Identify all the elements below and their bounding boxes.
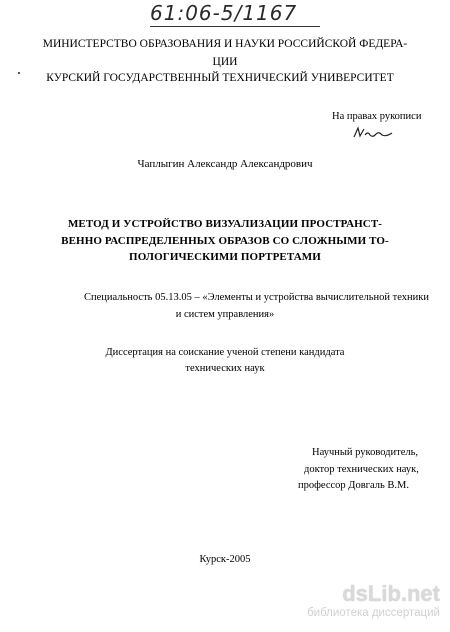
archive-number-stamp: 61:06-5/1167: [150, 1, 298, 25]
city-year: Курск-2005: [199, 554, 251, 565]
watermark-logo[interactable]: dsLib.net: [342, 581, 440, 606]
manuscript-rights: На правах рукописи: [332, 111, 422, 122]
supervisor-line1: Научный руководитель,: [312, 447, 419, 458]
stamp-underline: [150, 26, 320, 27]
author-name: Чаплыгин Александр Александрович: [137, 158, 313, 170]
thesis-title-line1: МЕТОД И УСТРОЙСТВО ВИЗУАЛИЗАЦИИ ПРОСТРАНСТ-: [67, 218, 383, 230]
watermark-subtitle: библиотека диссертаций: [307, 607, 440, 619]
watermark[interactable]: [307, 583, 440, 619]
ministry-heading: МИНИСТЕРСТВО ОБРАЗОВАНИЯ И НАУКИ РОССИЙСКОЙ ФЕДЕРА-: [42, 38, 408, 50]
thesis-title-line3: ПОЛОГИЧЕСКИМИ ПОРТРЕТАМИ: [129, 251, 321, 263]
signature-icon: [352, 126, 394, 140]
specialty-line1: Специальность 05.13.05 – «Элементы и устройства вычислительной техники: [84, 292, 429, 303]
university-heading: КУРСКИЙ ГОСУДАРСТВЕННЫЙ ТЕХНИЧЕСКИЙ УНИВЕРСИТЕТ: [46, 72, 394, 84]
supervisor-line2: доктор технических наук,: [304, 464, 419, 475]
specialty-line2: и систем управления»: [175, 309, 275, 320]
ministry-heading-cont: ЦИИ: [212, 56, 238, 68]
dissertation-line1: Диссертация на соискание ученой степени кандидата: [105, 347, 345, 358]
scan-speck: [18, 72, 20, 74]
dissertation-line2: технических наук: [185, 363, 265, 374]
thesis-title-line2: ВЕННО РАСПРЕДЕЛЕННЫХ ОБРАЗОВ СО СЛОЖНЫМИ ТО-: [61, 235, 389, 247]
supervisor-line3: профессор Довгаль В.М.: [298, 480, 409, 491]
